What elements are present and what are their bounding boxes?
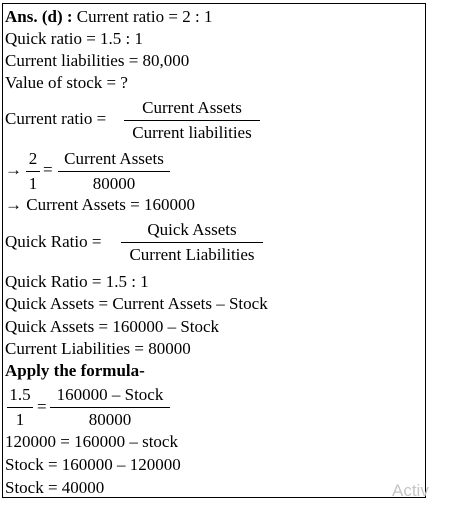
fraction-bar [26, 171, 40, 172]
quick-assets-definition: Quick Assets = Current Assets – Stock [5, 294, 268, 313]
ratio-1-denominator: 1 [28, 174, 38, 193]
stock-denominator: 80000 [88, 410, 132, 429]
apply-formula-heading: Apply the formula- [5, 361, 145, 380]
arrow-symbol: → [5, 160, 22, 179]
step-1: 120000 = 160000 – stock [5, 432, 178, 451]
quick-ratio-lhs: Quick Ratio = [5, 232, 102, 251]
current-assets-result: → Current Assets = 160000 [5, 195, 195, 214]
step-2: Stock = 160000 – 120000 [5, 455, 181, 474]
current-liabilities-given: Current liabilities = 80,000 [5, 51, 190, 70]
quick-ratio-given: Quick ratio = 1.5 : 1 [5, 29, 144, 48]
ca-numerator: Current Assets [64, 149, 164, 168]
fraction-bar [124, 120, 260, 121]
stock-numerator: 160000 – Stock [56, 385, 164, 404]
step-3: Stock = 40000 [5, 478, 105, 497]
current-ratio-given: Current ratio = 2 : 1 [72, 7, 213, 26]
equals-symbol: = [43, 160, 53, 179]
current-ratio-lhs: Current ratio = [5, 109, 107, 128]
ca-denominator: 80000 [92, 174, 136, 193]
current-ratio-denominator: Current liabilities [132, 123, 252, 142]
ratio-2-numerator: 2 [28, 149, 38, 168]
ratio-1-5-numerator: 1.5 [9, 385, 31, 404]
answer-label: Ans. (d) : [5, 7, 73, 26]
activation-watermark: Activ [392, 481, 429, 500]
equals-symbol: = [37, 397, 47, 416]
current-liabilities-value: Current Liabilities = 80000 [5, 339, 191, 358]
fraction-bar [7, 407, 33, 408]
fraction-bar [58, 171, 170, 172]
ratio-1-denominator-2: 1 [15, 410, 25, 429]
current-ratio-numerator: Current Assets [142, 98, 242, 117]
quick-ratio-numerator: Quick Assets [147, 220, 237, 239]
quick-assets-substitution: Quick Assets = 160000 – Stock [5, 317, 220, 336]
quick-ratio-value: Quick Ratio = 1.5 : 1 [5, 272, 149, 291]
quick-ratio-denominator: Current Liabilities [129, 245, 255, 264]
fraction-bar [50, 407, 170, 408]
fraction-bar [121, 242, 263, 243]
value-of-stock: Value of stock = ? [5, 73, 128, 92]
answer-line [5, 7, 212, 27]
